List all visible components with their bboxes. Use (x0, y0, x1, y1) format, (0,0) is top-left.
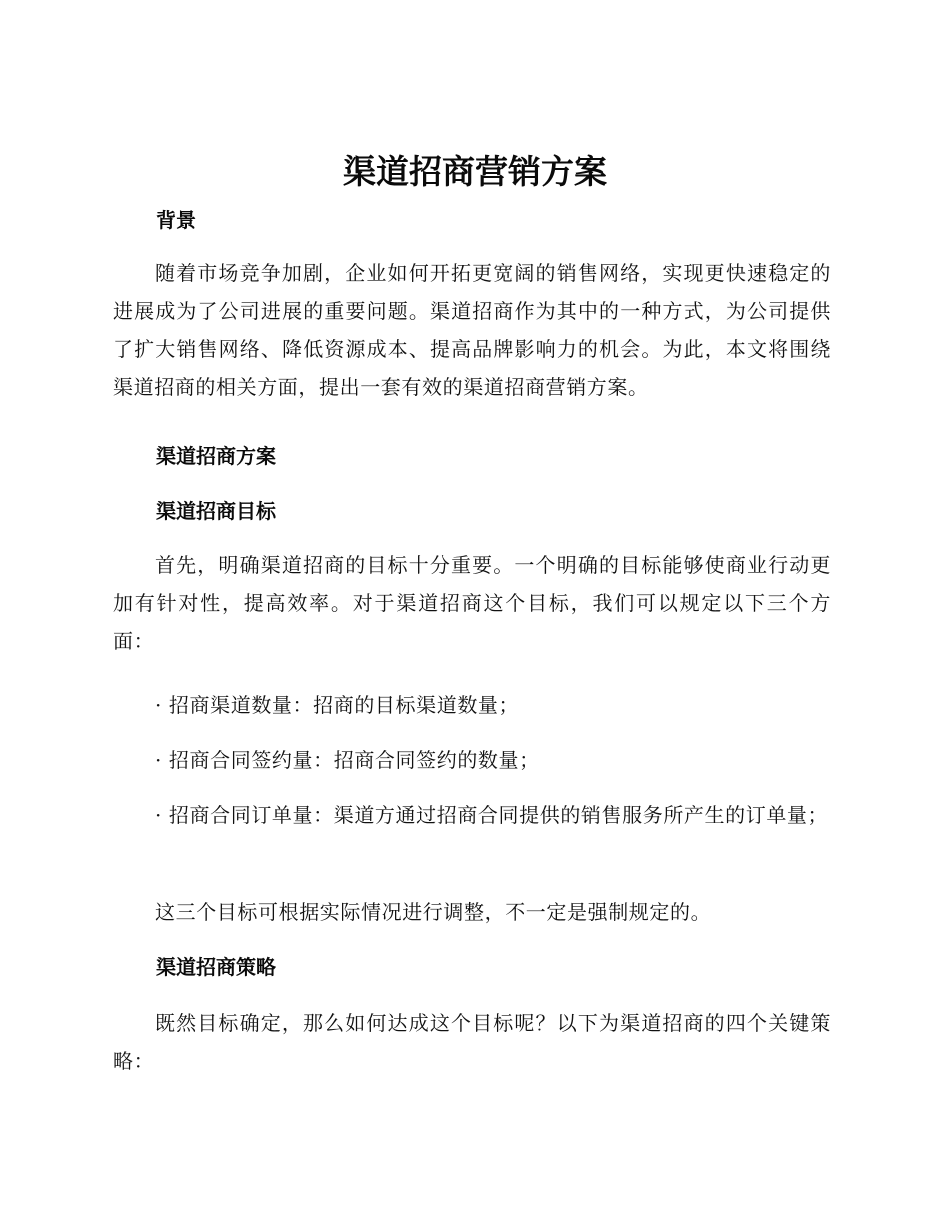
section-heading-background: 背景 (156, 208, 196, 232)
goal-bullet-order-volume: · 招商合同订单量：渠道方通过招商合同提供的销售服务所产生的订单量； (155, 803, 829, 827)
section-heading-goal: 渠道招商目标 (156, 499, 276, 523)
section-heading-plan: 渠道招商方案 (156, 444, 276, 468)
goal-bullet-channel-count: · 招商渠道数量：招商的目标渠道数量； (155, 693, 520, 717)
goal-note-paragraph: 这三个目标可根据实际情况进行调整，不一定是强制规定的。 (155, 900, 712, 924)
goal-paragraph: 首先，明确渠道招商的目标十分重要。一个明确的目标能够使商业行动更加有针对性，提高效率。对于渠道招商这个目标，我们可以规定以下三个方面： (113, 553, 831, 653)
background-paragraph: 随着市场竞争加剧，企业如何开拓更宽阔的销售网络，实现更快速稳定的进展成为了公司进展的重要问题。渠道招商作为其中的一种方式，为公司提供了扩大销售网络、降低资源成本、提高品牌影响力的机会。为此，本文将围绕渠道招商的相关方面，提出一套有效的渠道招商营销方案。 (113, 261, 831, 399)
section-heading-strategy: 渠道招商策略 (156, 955, 276, 979)
goal-bullet-contract-count: · 招商合同签约量：招商合同签约的数量； (155, 748, 540, 772)
strategy-paragraph: 既然目标确定，那么如何达成这个目标呢？以下为渠道招商的四个关键策略： (113, 1011, 831, 1073)
document-title: 渠道招商营销方案 (343, 152, 607, 191)
